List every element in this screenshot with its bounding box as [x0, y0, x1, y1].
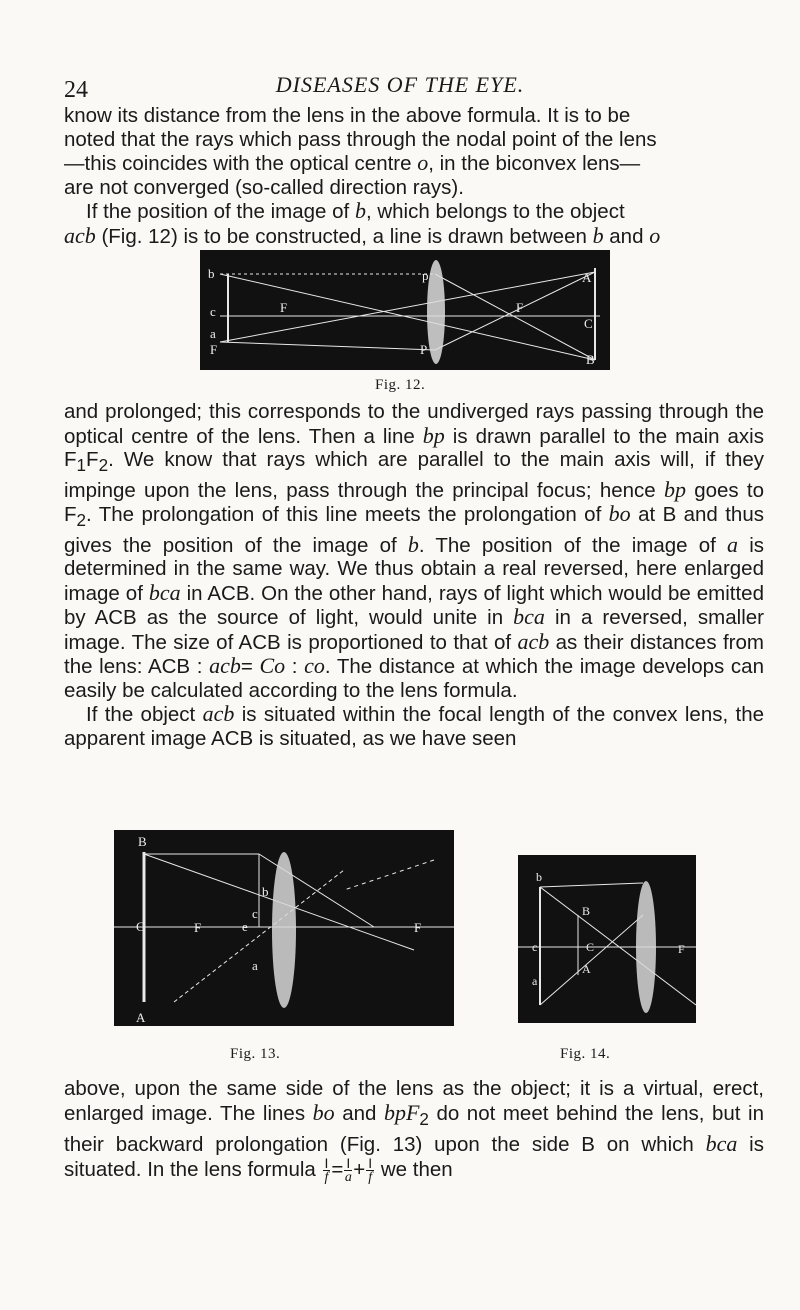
symbol: acb [517, 628, 550, 654]
symbol: o [649, 222, 661, 248]
figure-14-drawing [518, 855, 696, 1023]
text: in ACB. On the other hand, rays of light which would be emitted by ACB as the source of light, would unite in [64, 581, 764, 630]
para1-line: are not converged (so-called direction rays). [64, 175, 464, 199]
para2-text [64, 400, 764, 702]
text: . The distance at which the image develops can easily be calculated according to the lens formula. [64, 655, 764, 702]
fig12-label: P [420, 342, 428, 357]
fig12-label: F [210, 342, 218, 357]
fig14-label: F [678, 942, 685, 956]
fig13-label: b [262, 884, 269, 899]
fig14-label: a [532, 974, 538, 988]
text: is situated. In the lens formula [64, 1133, 764, 1182]
fig14-label: A [582, 962, 591, 976]
paragraph-1 [64, 104, 764, 248]
fig13-label: B [138, 834, 147, 849]
numerator: I [324, 1155, 329, 1172]
figure-12 [200, 250, 610, 370]
symbol: bpF [383, 1100, 420, 1125]
text: do not meet behind the lens, but in their backward prolongation (Fig. 13) upon the side B on which [64, 1102, 764, 1157]
symbol: b [592, 222, 604, 248]
paragraph-3 [64, 1077, 764, 1184]
paragraph-2 [64, 400, 764, 750]
text: at B and thus gives the position of the image of [64, 503, 764, 557]
fig12-label: B [586, 352, 595, 367]
numerator: I [346, 1155, 351, 1172]
fig12-label: C [584, 316, 593, 331]
fig13-label: F [194, 920, 202, 935]
symbol: bca [513, 604, 545, 630]
symbol: o [417, 150, 429, 175]
fig13-label: C [136, 919, 145, 934]
fig12-label: A [582, 270, 592, 285]
text: (Fig. 12) is to be constructed, a line is drawn between [95, 224, 593, 248]
symbol: bp [422, 422, 445, 448]
text: in a reversed, smaller image. The size of ACB is proportioned to that of [64, 606, 764, 654]
text: : [285, 655, 305, 679]
fraction [366, 1157, 374, 1184]
fig13-label: e [242, 919, 248, 934]
figure-14 [518, 855, 696, 1023]
text: If the position of the image of [86, 200, 355, 223]
text: —this coincides with the optical centre [64, 152, 418, 175]
subscript: 1 [76, 456, 87, 476]
text: . The position of the image of [418, 533, 728, 557]
text: goes to F [64, 478, 764, 527]
text: is determined in the same way. We thus obtain a real reversed, here enlarged image of [64, 533, 765, 605]
fraction [344, 1157, 352, 1184]
text: above, upon the same side of the lens as the object; it is a virtual, erect, enlarged image. The lines [64, 1077, 764, 1125]
text: we then [375, 1158, 453, 1182]
text: as their distances from the lens: ACB : [64, 630, 764, 679]
subscript: 2 [419, 1110, 429, 1130]
symbol: b [407, 531, 419, 557]
fig14-label: b [536, 870, 542, 884]
para1-line [64, 224, 764, 249]
fig12-label: b [208, 266, 215, 281]
fig13-label: a [252, 958, 258, 973]
fraction [323, 1157, 331, 1184]
text: and [603, 224, 650, 248]
figure-12-caption: Fig. 12. [375, 377, 426, 393]
symbol: co [304, 653, 325, 679]
figure-12-drawing [200, 250, 610, 370]
operator: + [353, 1158, 366, 1182]
text: . The prolongation of this line meets the prolongation of [86, 503, 609, 527]
text: is situated within the focal length of the convex lens, the apparent image ACB is situated, as we have seen [64, 703, 765, 750]
para1-line: noted that the rays which pass through the nodal point of the lens [64, 127, 657, 151]
symbol: acb [64, 222, 96, 248]
para3-text [64, 1077, 764, 1184]
figure-13 [114, 830, 454, 1026]
fig12-label: c [210, 304, 216, 319]
para2-text [64, 702, 764, 750]
denominator: f [324, 1170, 329, 1186]
fig13-label: c [252, 906, 258, 921]
symbol: bo [608, 501, 631, 527]
symbol: a [727, 531, 739, 557]
figure-13-caption: Fig. 13. [230, 1046, 281, 1062]
page-number: 24 [64, 77, 88, 103]
text: is drawn parallel to the main axis F [64, 424, 764, 471]
subscript: 2 [76, 511, 87, 531]
fig14-label: B [582, 904, 591, 918]
fig14-label: C [586, 940, 595, 954]
fig12-label: F [516, 300, 524, 315]
figure-13-drawing [114, 830, 454, 1026]
denominator: a [344, 1170, 352, 1186]
text: = [240, 655, 260, 679]
text: and prolonged; this corresponds to the undiverged rays passing through the optical centre of the lens. Then a line [64, 400, 764, 448]
symbol: acb [202, 701, 235, 727]
fig13-label: F [414, 920, 422, 935]
fig12-label: p [422, 268, 429, 283]
denominator: f [368, 1170, 373, 1186]
figure-14-caption: Fig. 14. [560, 1046, 611, 1062]
fig12-label: a [210, 326, 216, 341]
symbol: Co [259, 653, 286, 679]
symbol: b [354, 198, 366, 223]
para1-line [64, 151, 764, 176]
para1-line: know its distance from the lens in the above formula. It is to be [64, 104, 631, 127]
symbol: acb [209, 653, 241, 679]
fig12-label: F [280, 300, 288, 315]
symbol: bo [312, 1100, 335, 1125]
text: . We know that rays which are parallel to the main axis will, if they impinge upon the lens, pass through the principal focus; hence [64, 448, 764, 502]
fig14-label: c [532, 940, 538, 954]
text: If the object [86, 703, 203, 727]
operator: = [331, 1158, 344, 1182]
text: , in the biconvex lens— [428, 152, 641, 175]
symbol: bp [663, 476, 686, 502]
fig13-label: A [136, 1010, 146, 1025]
subscript: 2 [98, 456, 109, 476]
text: , which belongs to the object [365, 200, 625, 223]
para1-line [64, 199, 764, 224]
symbol: bca [705, 1131, 738, 1157]
symbol: bca [148, 579, 181, 605]
text: F [86, 448, 99, 471]
numerator: I [368, 1155, 373, 1172]
running-title: DISEASES OF THE EYE. [275, 72, 525, 97]
text: and [334, 1102, 384, 1125]
